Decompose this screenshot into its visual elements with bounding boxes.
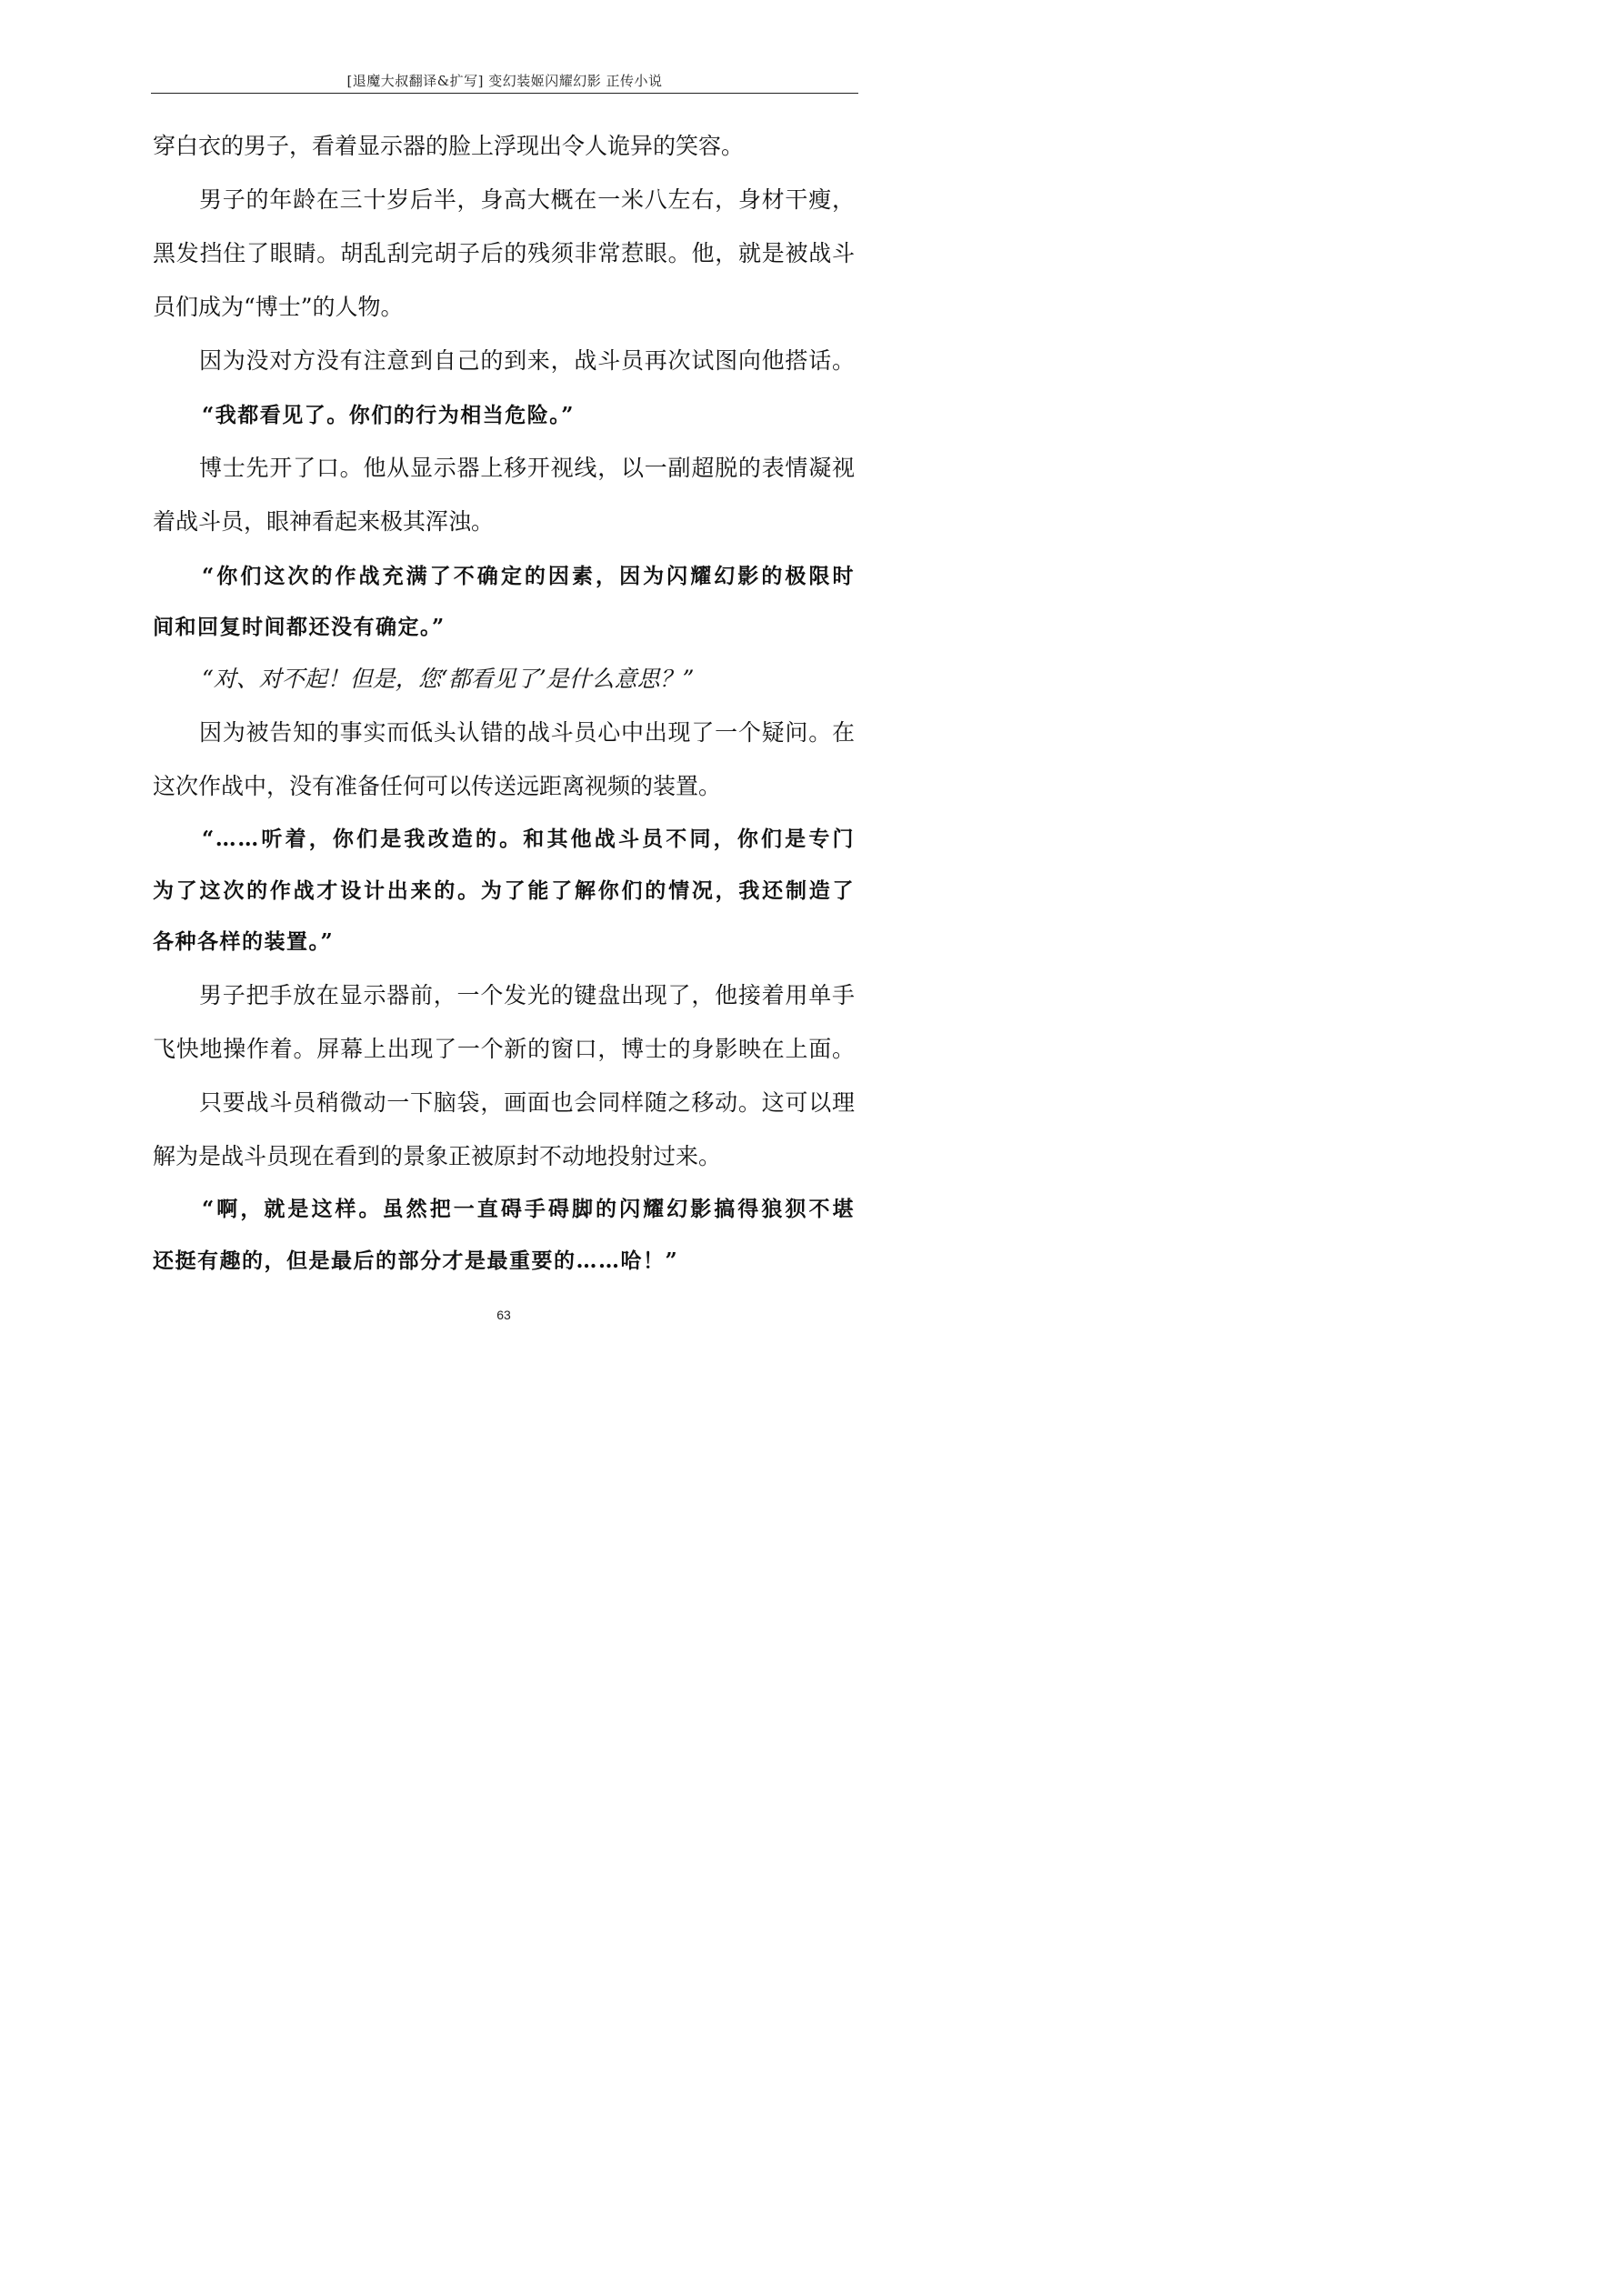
body-line: 员们成为“博士”的人物。 — [153, 294, 404, 320]
body-line: 着战斗员，眼神看起来极其浑浊。 — [153, 508, 495, 535]
dialogue-line: 为了这次的作战才设计出来的。为了能了解你们的情况，我还制造了 — [153, 878, 855, 903]
dialogue-line: 各种各样的装置。” — [153, 929, 335, 954]
dialogue-line: 还挺有趣的，但是最后的部分才是最重要的……哈！” — [153, 1248, 679, 1273]
page-number: 63 — [496, 1308, 511, 1322]
running-header: [退魔大叔翻译&扩写] 变幻装姬闪耀幻影 正传小说 — [346, 73, 663, 89]
body-line: 解为是战斗员现在看到的景象正被原封不动地投射过来。 — [153, 1143, 722, 1169]
body-line: 因为没对方没有注意到自己的到来，战斗员再次试图向他搭话。 — [199, 347, 855, 374]
body-line: 穿白衣的男子，看着显示器的脸上浮现出令人诡异的笑容。 — [153, 133, 745, 159]
body-line: 博士先开了口。他从显示器上移开视线，以一副超脱的表情凝视 — [199, 455, 855, 481]
body-line: 飞快地操作着。屏幕上出现了一个新的窗口，博士的身影映在上面。 — [153, 1036, 855, 1062]
body-line: 男子把手放在显示器前，一个发光的键盘出现了，他接着用单手 — [199, 982, 855, 1008]
body-line: 这次作战中，没有准备任何可以传送远距离视频的装置。 — [153, 773, 722, 799]
dialogue-line: “……听着，你们是我改造的。和其他战斗员不同，你们是专门 — [202, 827, 855, 851]
body-line: 只要战斗员稍微动一下脑袋，画面也会同样随之移动。这可以理 — [199, 1089, 855, 1116]
dialogue-line: 间和回复时间都还没有确定。” — [153, 615, 446, 639]
header-rule — [151, 93, 858, 94]
body-line: 男子的年龄在三十岁后半，身高大概在一米八左右，身材干瘦， — [199, 186, 855, 213]
dialogue-line: “啊，就是这样。虽然把一直碍手碍脚的闪耀幻影搞得狼狈不堪 — [202, 1197, 855, 1221]
dialogue-line: “你们这次的作战充满了不确定的因素，因为闪耀幻影的极限时 — [202, 564, 855, 588]
body-line: 黑发挡住了眼睛。胡乱刮完胡子后的残须非常惹眼。他，就是被战斗 — [153, 240, 855, 266]
dialogue-line: “我都看见了。你们的行为相当危险。” — [202, 403, 575, 427]
body-line: 因为被告知的事实而低头认错的战斗员心中出现了一个疑问。在 — [199, 719, 855, 746]
dialogue-line: “对、对不起！但是，您‘都看见了’是什么意思？” — [202, 666, 695, 692]
